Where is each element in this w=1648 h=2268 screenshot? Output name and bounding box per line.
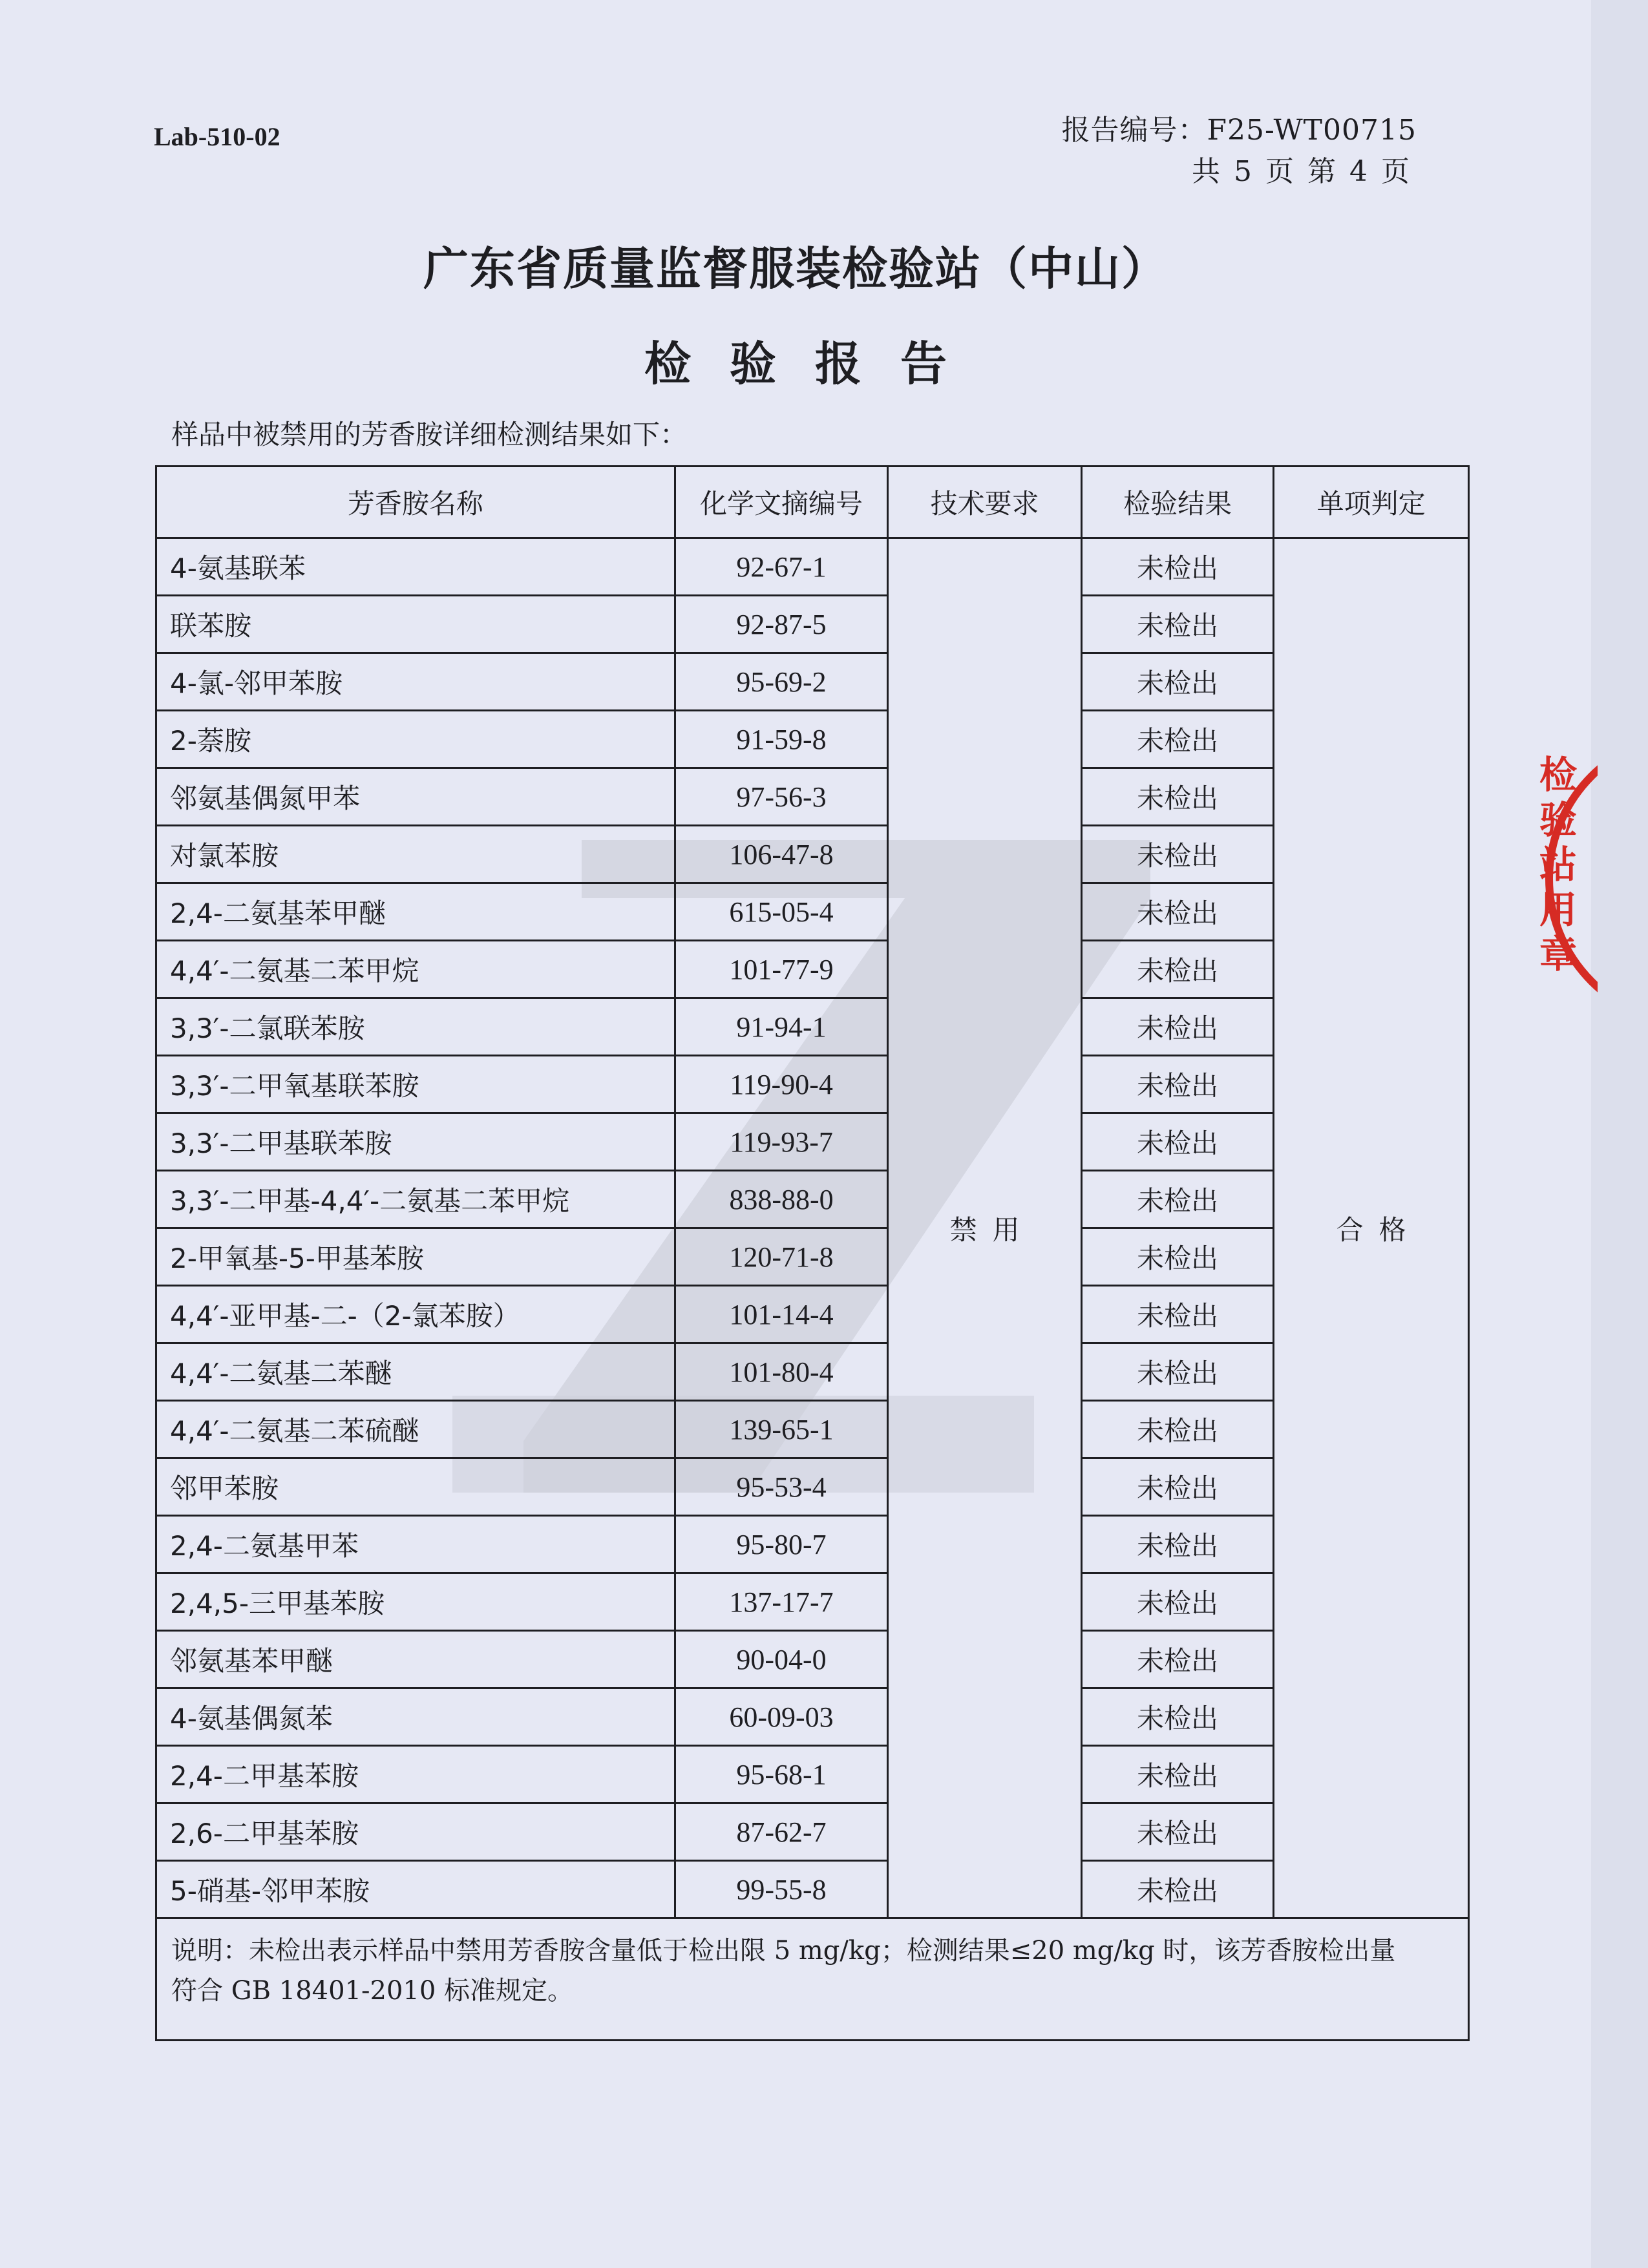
cas-number-cell: 101-14-4 bbox=[675, 1286, 888, 1343]
result-cell: 未检出 bbox=[1081, 1343, 1274, 1401]
seal-text: 检验站 用章 bbox=[1539, 753, 1578, 977]
cas-number-cell: 120-71-8 bbox=[675, 1228, 888, 1286]
amine-name-cell: 2,4,5-三甲基苯胺 bbox=[156, 1573, 675, 1631]
amine-name-cell: 对氯苯胺 bbox=[156, 826, 675, 883]
result-cell: 未检出 bbox=[1081, 1803, 1274, 1861]
page-gong: 共 bbox=[1192, 154, 1221, 188]
result-cell: 未检出 bbox=[1081, 1171, 1274, 1228]
amine-name-cell: 4,4′-二氨基二苯甲烷 bbox=[156, 941, 675, 998]
table-row bbox=[156, 1171, 1469, 1228]
header-requirement: 技术要求 bbox=[888, 467, 1082, 538]
result-cell: 未检出 bbox=[1081, 1631, 1274, 1688]
result-cell: 未检出 bbox=[1081, 1113, 1274, 1171]
table-row bbox=[156, 653, 1469, 711]
result-cell: 未检出 bbox=[1081, 1861, 1274, 1918]
header-judgement: 单项判定 bbox=[1274, 467, 1469, 538]
table-row bbox=[156, 596, 1469, 653]
table-row bbox=[156, 826, 1469, 883]
table-row bbox=[156, 768, 1469, 826]
table-row bbox=[156, 1516, 1469, 1573]
cas-number-cell: 87-62-7 bbox=[675, 1803, 888, 1861]
cas-number-cell: 90-04-0 bbox=[675, 1631, 888, 1688]
table-row bbox=[156, 1746, 1469, 1803]
note-line-2: 符合 GB 18401-2010 标准规定。 bbox=[171, 1976, 574, 2006]
result-cell: 未检出 bbox=[1081, 941, 1274, 998]
result-cell: 未检出 bbox=[1081, 1573, 1274, 1631]
table-note bbox=[156, 1918, 1469, 2041]
amine-name-cell: 2,4-二氨基苯甲醚 bbox=[156, 883, 675, 941]
result-cell: 未检出 bbox=[1081, 653, 1274, 711]
table-row bbox=[156, 883, 1469, 941]
cas-number-cell: 95-53-4 bbox=[675, 1458, 888, 1516]
report-number: 报告编号：F25-WT00715 bbox=[1061, 114, 1417, 147]
organization-title: 广东省质量监督服装检验站（中山） bbox=[423, 242, 1168, 295]
table-row bbox=[156, 1056, 1469, 1113]
cas-number-cell: 101-80-4 bbox=[675, 1343, 888, 1401]
amine-name-cell: 联苯胺 bbox=[156, 596, 675, 653]
result-cell: 未检出 bbox=[1081, 998, 1274, 1056]
cas-number-cell: 99-55-8 bbox=[675, 1861, 888, 1918]
result-cell: 未检出 bbox=[1081, 1228, 1274, 1286]
cas-number-cell: 106-47-8 bbox=[675, 826, 888, 883]
result-cell: 未检出 bbox=[1081, 1516, 1274, 1573]
table-row bbox=[156, 1286, 1469, 1343]
results-table bbox=[155, 465, 1470, 2041]
judgement-cell: 合格 bbox=[1274, 538, 1469, 1918]
amine-name-cell: 邻氨基苯甲醚 bbox=[156, 1631, 675, 1688]
amine-name-cell: 3,3′-二氯联苯胺 bbox=[156, 998, 675, 1056]
amine-name-cell: 4,4′-亚甲基-二-（2-氯苯胺） bbox=[156, 1286, 675, 1343]
cas-number-cell: 137-17-7 bbox=[675, 1573, 888, 1631]
amine-name-cell: 2,6-二甲基苯胺 bbox=[156, 1803, 675, 1861]
result-cell: 未检出 bbox=[1081, 596, 1274, 653]
result-cell: 未检出 bbox=[1081, 1056, 1274, 1113]
cas-number-cell: 838-88-0 bbox=[675, 1171, 888, 1228]
note-row bbox=[156, 1918, 1469, 2041]
page-ye: 页 bbox=[1265, 154, 1294, 188]
result-cell: 未检出 bbox=[1081, 826, 1274, 883]
amine-name-cell: 2-甲氧基-5-甲基苯胺 bbox=[156, 1228, 675, 1286]
table-row bbox=[156, 1573, 1469, 1631]
table-row bbox=[156, 1861, 1469, 1918]
cas-number-cell: 615-05-4 bbox=[675, 883, 888, 941]
page-ye-2: 页 bbox=[1381, 154, 1410, 188]
result-cell: 未检出 bbox=[1081, 1401, 1274, 1458]
table-row bbox=[156, 1688, 1469, 1746]
table-row bbox=[156, 1228, 1469, 1286]
cas-number-cell: 60-09-03 bbox=[675, 1688, 888, 1746]
cas-number-cell: 95-68-1 bbox=[675, 1746, 888, 1803]
amine-name-cell: 2-萘胺 bbox=[156, 711, 675, 768]
result-cell: 未检出 bbox=[1081, 1458, 1274, 1516]
table-row bbox=[156, 1343, 1469, 1401]
result-cell: 未检出 bbox=[1081, 1746, 1274, 1803]
result-cell: 未检出 bbox=[1081, 538, 1274, 596]
cas-number-cell: 101-77-9 bbox=[675, 941, 888, 998]
amine-name-cell: 3,3′-二甲基联苯胺 bbox=[156, 1113, 675, 1171]
result-cell: 未检出 bbox=[1081, 1286, 1274, 1343]
table-row bbox=[156, 711, 1469, 768]
table-row bbox=[156, 1458, 1469, 1516]
cas-number-cell: 119-93-7 bbox=[675, 1113, 888, 1171]
amine-name-cell: 3,3′-二甲基-4,4′-二氨基二苯甲烷 bbox=[156, 1171, 675, 1228]
cas-number-cell: 91-59-8 bbox=[675, 711, 888, 768]
cas-number-cell: 95-69-2 bbox=[675, 653, 888, 711]
header-cas-number: 化学文摘编号 bbox=[675, 467, 888, 538]
note-line-1: 说明：未检出表示样品中禁用芳香胺含量低于检出限 5 mg/kg；检测结果≤20 mg/kg 时，该芳香胺检出量 bbox=[171, 1936, 1396, 1966]
amine-name-cell: 2,4-二甲基苯胺 bbox=[156, 1746, 675, 1803]
amine-name-cell: 邻氨基偶氮甲苯 bbox=[156, 768, 675, 826]
amine-name-cell: 5-硝基-邻甲苯胺 bbox=[156, 1861, 675, 1918]
cas-number-cell: 92-87-5 bbox=[675, 596, 888, 653]
amine-name-cell: 4,4′-二氨基二苯硫醚 bbox=[156, 1401, 675, 1458]
table-row bbox=[156, 1401, 1469, 1458]
report-title: 检验报告 bbox=[644, 337, 986, 391]
header-amine-name: 芳香胺名称 bbox=[156, 467, 675, 538]
result-cell: 未检出 bbox=[1081, 883, 1274, 941]
amine-name-cell: 4,4′-二氨基二苯醚 bbox=[156, 1343, 675, 1401]
table-row bbox=[156, 1113, 1469, 1171]
cas-number-cell: 97-56-3 bbox=[675, 768, 888, 826]
result-cell: 未检出 bbox=[1081, 768, 1274, 826]
table-row bbox=[156, 538, 1469, 596]
cas-number-cell: 91-94-1 bbox=[675, 998, 888, 1056]
amine-name-cell: 4-氨基联苯 bbox=[156, 538, 675, 596]
amine-name-cell: 4-氯-邻甲苯胺 bbox=[156, 653, 675, 711]
lab-code: Lab-510-02 bbox=[154, 122, 280, 151]
cas-number-cell: 92-67-1 bbox=[675, 538, 888, 596]
table-row bbox=[156, 1631, 1469, 1688]
page-indicator bbox=[1061, 151, 1417, 193]
cas-number-cell: 139-65-1 bbox=[675, 1401, 888, 1458]
report-number-block bbox=[1061, 110, 1417, 193]
page-total: 5 bbox=[1234, 154, 1252, 188]
amine-name-cell: 4-氨基偶氮苯 bbox=[156, 1688, 675, 1746]
result-cell: 未检出 bbox=[1081, 1688, 1274, 1746]
table-header-row bbox=[156, 467, 1469, 538]
table-row bbox=[156, 998, 1469, 1056]
table-row bbox=[156, 941, 1469, 998]
cas-number-cell: 95-80-7 bbox=[675, 1516, 888, 1573]
page-current: 4 bbox=[1349, 154, 1368, 188]
requirement-cell: 禁用 bbox=[888, 538, 1082, 1918]
amine-name-cell: 3,3′-二甲氧基联苯胺 bbox=[156, 1056, 675, 1113]
amine-name-cell: 邻甲苯胺 bbox=[156, 1458, 675, 1516]
result-cell: 未检出 bbox=[1081, 711, 1274, 768]
page-di: 第 bbox=[1307, 154, 1336, 188]
amine-name-cell: 2,4-二氨基甲苯 bbox=[156, 1516, 675, 1573]
intro-text: 样品中被禁用的芳香胺详细检测结果如下： bbox=[171, 419, 688, 450]
table-body bbox=[156, 538, 1469, 1918]
header-result: 检验结果 bbox=[1081, 467, 1274, 538]
table-row bbox=[156, 1803, 1469, 1861]
cas-number-cell: 119-90-4 bbox=[675, 1056, 888, 1113]
